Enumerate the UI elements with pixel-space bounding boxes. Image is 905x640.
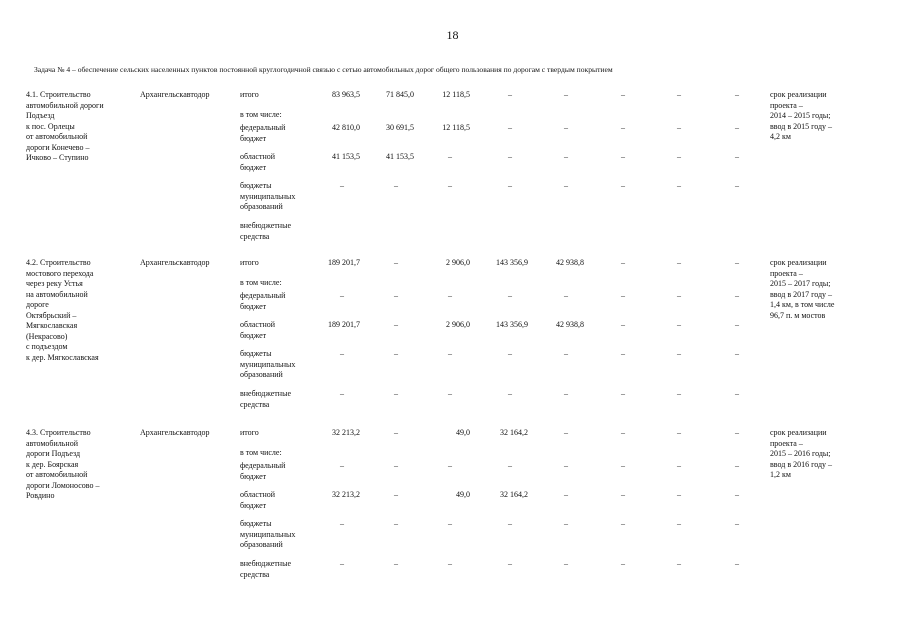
value-cell: – <box>394 320 398 329</box>
value-cell: – <box>394 428 398 437</box>
value-cell: – <box>621 181 625 190</box>
project-note: срок реализации проекта – 2015 – 2016 годы; ввод в 2016 году – 1,2 км <box>770 428 833 479</box>
value-cell: – <box>621 349 625 358</box>
value-cell: – <box>677 349 681 358</box>
value-cell: – <box>677 490 681 499</box>
value-cell: – <box>340 559 344 568</box>
value-cell: – <box>448 519 452 528</box>
value-cell: 12 118,5 <box>442 123 470 132</box>
value-cell: – <box>621 559 625 568</box>
funding-source-label: в том числе: <box>240 110 282 119</box>
funding-source-label: итого <box>240 90 259 99</box>
value-cell: – <box>448 389 452 398</box>
value-cell: – <box>508 181 512 190</box>
value-cell: 189 201,7 <box>328 258 360 267</box>
value-cell: 49,0 <box>456 428 470 437</box>
value-cell: – <box>340 461 344 470</box>
value-cell: – <box>448 181 452 190</box>
value-cell: – <box>564 559 568 568</box>
value-cell: – <box>340 291 344 300</box>
value-cell: – <box>677 291 681 300</box>
project-executor: Архангельскавтодор <box>140 90 210 99</box>
value-cell: – <box>621 258 625 267</box>
value-cell: – <box>340 349 344 358</box>
value-cell: – <box>735 181 739 190</box>
value-cell: – <box>394 181 398 190</box>
value-cell: – <box>677 389 681 398</box>
value-cell: – <box>677 152 681 161</box>
value-cell: – <box>448 461 452 470</box>
value-cell: – <box>677 258 681 267</box>
value-cell: – <box>340 181 344 190</box>
project-name: 4.3. Строительство автомобильной дороги Подъезд к дер. Боярская от автомобильной дороги Ломоносово – Ровдино <box>26 428 100 500</box>
value-cell: – <box>735 320 739 329</box>
value-cell: 32 213,2 <box>332 428 360 437</box>
value-cell: – <box>448 559 452 568</box>
value-cell: – <box>564 123 568 132</box>
value-cell: – <box>564 181 568 190</box>
value-cell: 49,0 <box>456 490 470 499</box>
funding-source-label: областной бюджет <box>240 152 276 172</box>
value-cell: – <box>394 490 398 499</box>
value-cell: 189 201,7 <box>328 320 360 329</box>
value-cell: – <box>564 152 568 161</box>
project-executor: Архангельскавтодор <box>140 428 210 437</box>
value-cell: – <box>735 490 739 499</box>
value-cell: – <box>621 490 625 499</box>
funding-source-label: областной бюджет <box>240 490 276 510</box>
value-cell: 32 213,2 <box>332 490 360 499</box>
value-cell: – <box>448 349 452 358</box>
value-cell: – <box>735 349 739 358</box>
value-cell: – <box>735 258 739 267</box>
value-cell: – <box>621 123 625 132</box>
value-cell: – <box>735 291 739 300</box>
value-cell: – <box>448 152 452 161</box>
value-cell: – <box>677 559 681 568</box>
value-cell: 42 810,0 <box>332 123 360 132</box>
value-cell: – <box>394 349 398 358</box>
value-cell: – <box>677 90 681 99</box>
funding-source-label: внебюджетные средства <box>240 559 291 579</box>
value-cell: 83 963,5 <box>332 90 360 99</box>
value-cell: 143 356,9 <box>496 258 528 267</box>
value-cell: – <box>735 123 739 132</box>
value-cell: – <box>677 461 681 470</box>
funding-source-label: федеральный бюджет <box>240 291 286 311</box>
funding-source-label: бюджеты муниципальных образований <box>240 519 296 549</box>
funding-source-label: внебюджетные средства <box>240 389 291 409</box>
project-name: 4.1. Строительство автомобильной дороги Подъезд к пос. Орлецы от автомобильной дороги Конечево – Ичково – Ступино <box>26 90 104 162</box>
value-cell: – <box>621 152 625 161</box>
value-cell: 41 153,5 <box>332 152 360 161</box>
value-cell: – <box>340 389 344 398</box>
funding-source-label: итого <box>240 258 259 267</box>
funding-source-label: в том числе: <box>240 278 282 287</box>
value-cell: – <box>564 461 568 470</box>
value-cell: – <box>394 389 398 398</box>
value-cell: – <box>564 291 568 300</box>
value-cell: 71 845,0 <box>386 90 414 99</box>
value-cell: – <box>508 349 512 358</box>
value-cell: – <box>508 461 512 470</box>
value-cell: – <box>508 152 512 161</box>
value-cell: – <box>340 519 344 528</box>
funding-source-label: федеральный бюджет <box>240 123 286 143</box>
value-cell: – <box>508 291 512 300</box>
value-cell: – <box>677 123 681 132</box>
project-note: срок реализации проекта – 2015 – 2017 годы; ввод в 2017 году – 1,4 км, в том числе 96,7 п. м мостов <box>770 258 835 320</box>
value-cell: – <box>394 519 398 528</box>
value-cell: – <box>394 559 398 568</box>
value-cell: 12 118,5 <box>442 90 470 99</box>
page-number: 18 <box>446 28 459 42</box>
value-cell: – <box>508 389 512 398</box>
funding-source-label: бюджеты муниципальных образований <box>240 349 296 379</box>
value-cell: – <box>735 428 739 437</box>
value-cell: – <box>735 90 739 99</box>
value-cell: – <box>621 389 625 398</box>
value-cell: 2 906,0 <box>446 258 470 267</box>
value-cell: – <box>677 519 681 528</box>
value-cell: – <box>508 90 512 99</box>
value-cell: – <box>735 389 739 398</box>
value-cell: – <box>621 90 625 99</box>
value-cell: 32 164,2 <box>500 428 528 437</box>
project-name: 4.2. Строительство мостового перехода через реку Устья на автомобильной дороге Октябрьский – Мягкославская (Некрасово) с подъездом к дер. Мягкославская <box>26 258 99 362</box>
value-cell: – <box>564 349 568 358</box>
value-cell: 41 153,5 <box>386 152 414 161</box>
value-cell: – <box>394 291 398 300</box>
value-cell: – <box>448 291 452 300</box>
value-cell: – <box>621 320 625 329</box>
funding-source-label: областной бюджет <box>240 320 276 340</box>
value-cell: 2 906,0 <box>446 320 470 329</box>
value-cell: 32 164,2 <box>500 490 528 499</box>
value-cell: – <box>621 291 625 300</box>
project-note: срок реализации проекта – 2014 – 2015 годы; ввод в 2015 году – 4,2 км <box>770 90 833 141</box>
value-cell: – <box>677 181 681 190</box>
value-cell: – <box>508 519 512 528</box>
funding-source-label: итого <box>240 428 259 437</box>
value-cell: – <box>677 320 681 329</box>
value-cell: 143 356,9 <box>496 320 528 329</box>
value-cell: – <box>394 258 398 267</box>
value-cell: – <box>621 461 625 470</box>
funding-source-label: бюджеты муниципальных образований <box>240 181 296 211</box>
value-cell: 42 938,8 <box>556 320 584 329</box>
value-cell: – <box>735 152 739 161</box>
value-cell: 30 691,5 <box>386 123 414 132</box>
value-cell: – <box>564 490 568 499</box>
value-cell: – <box>735 461 739 470</box>
project-executor: Архангельскавтодор <box>140 258 210 267</box>
value-cell: – <box>564 389 568 398</box>
task-title: Задача № 4 – обеспечение сельских населенных пунктов постоянной круглогодичной связью с сетью автомобильных дорог общего пользования по дорогам с твердым покрытием <box>34 65 613 74</box>
value-cell: – <box>621 519 625 528</box>
funding-source-label: в том числе: <box>240 448 282 457</box>
funding-source-label: внебюджетные средства <box>240 221 291 241</box>
value-cell: – <box>564 519 568 528</box>
value-cell: – <box>564 90 568 99</box>
value-cell: – <box>735 559 739 568</box>
value-cell: – <box>508 123 512 132</box>
value-cell: – <box>394 461 398 470</box>
value-cell: – <box>735 519 739 528</box>
value-cell: – <box>621 428 625 437</box>
funding-source-label: федеральный бюджет <box>240 461 286 481</box>
value-cell: – <box>677 428 681 437</box>
value-cell: – <box>564 428 568 437</box>
value-cell: – <box>508 559 512 568</box>
value-cell: 42 938,8 <box>556 258 584 267</box>
